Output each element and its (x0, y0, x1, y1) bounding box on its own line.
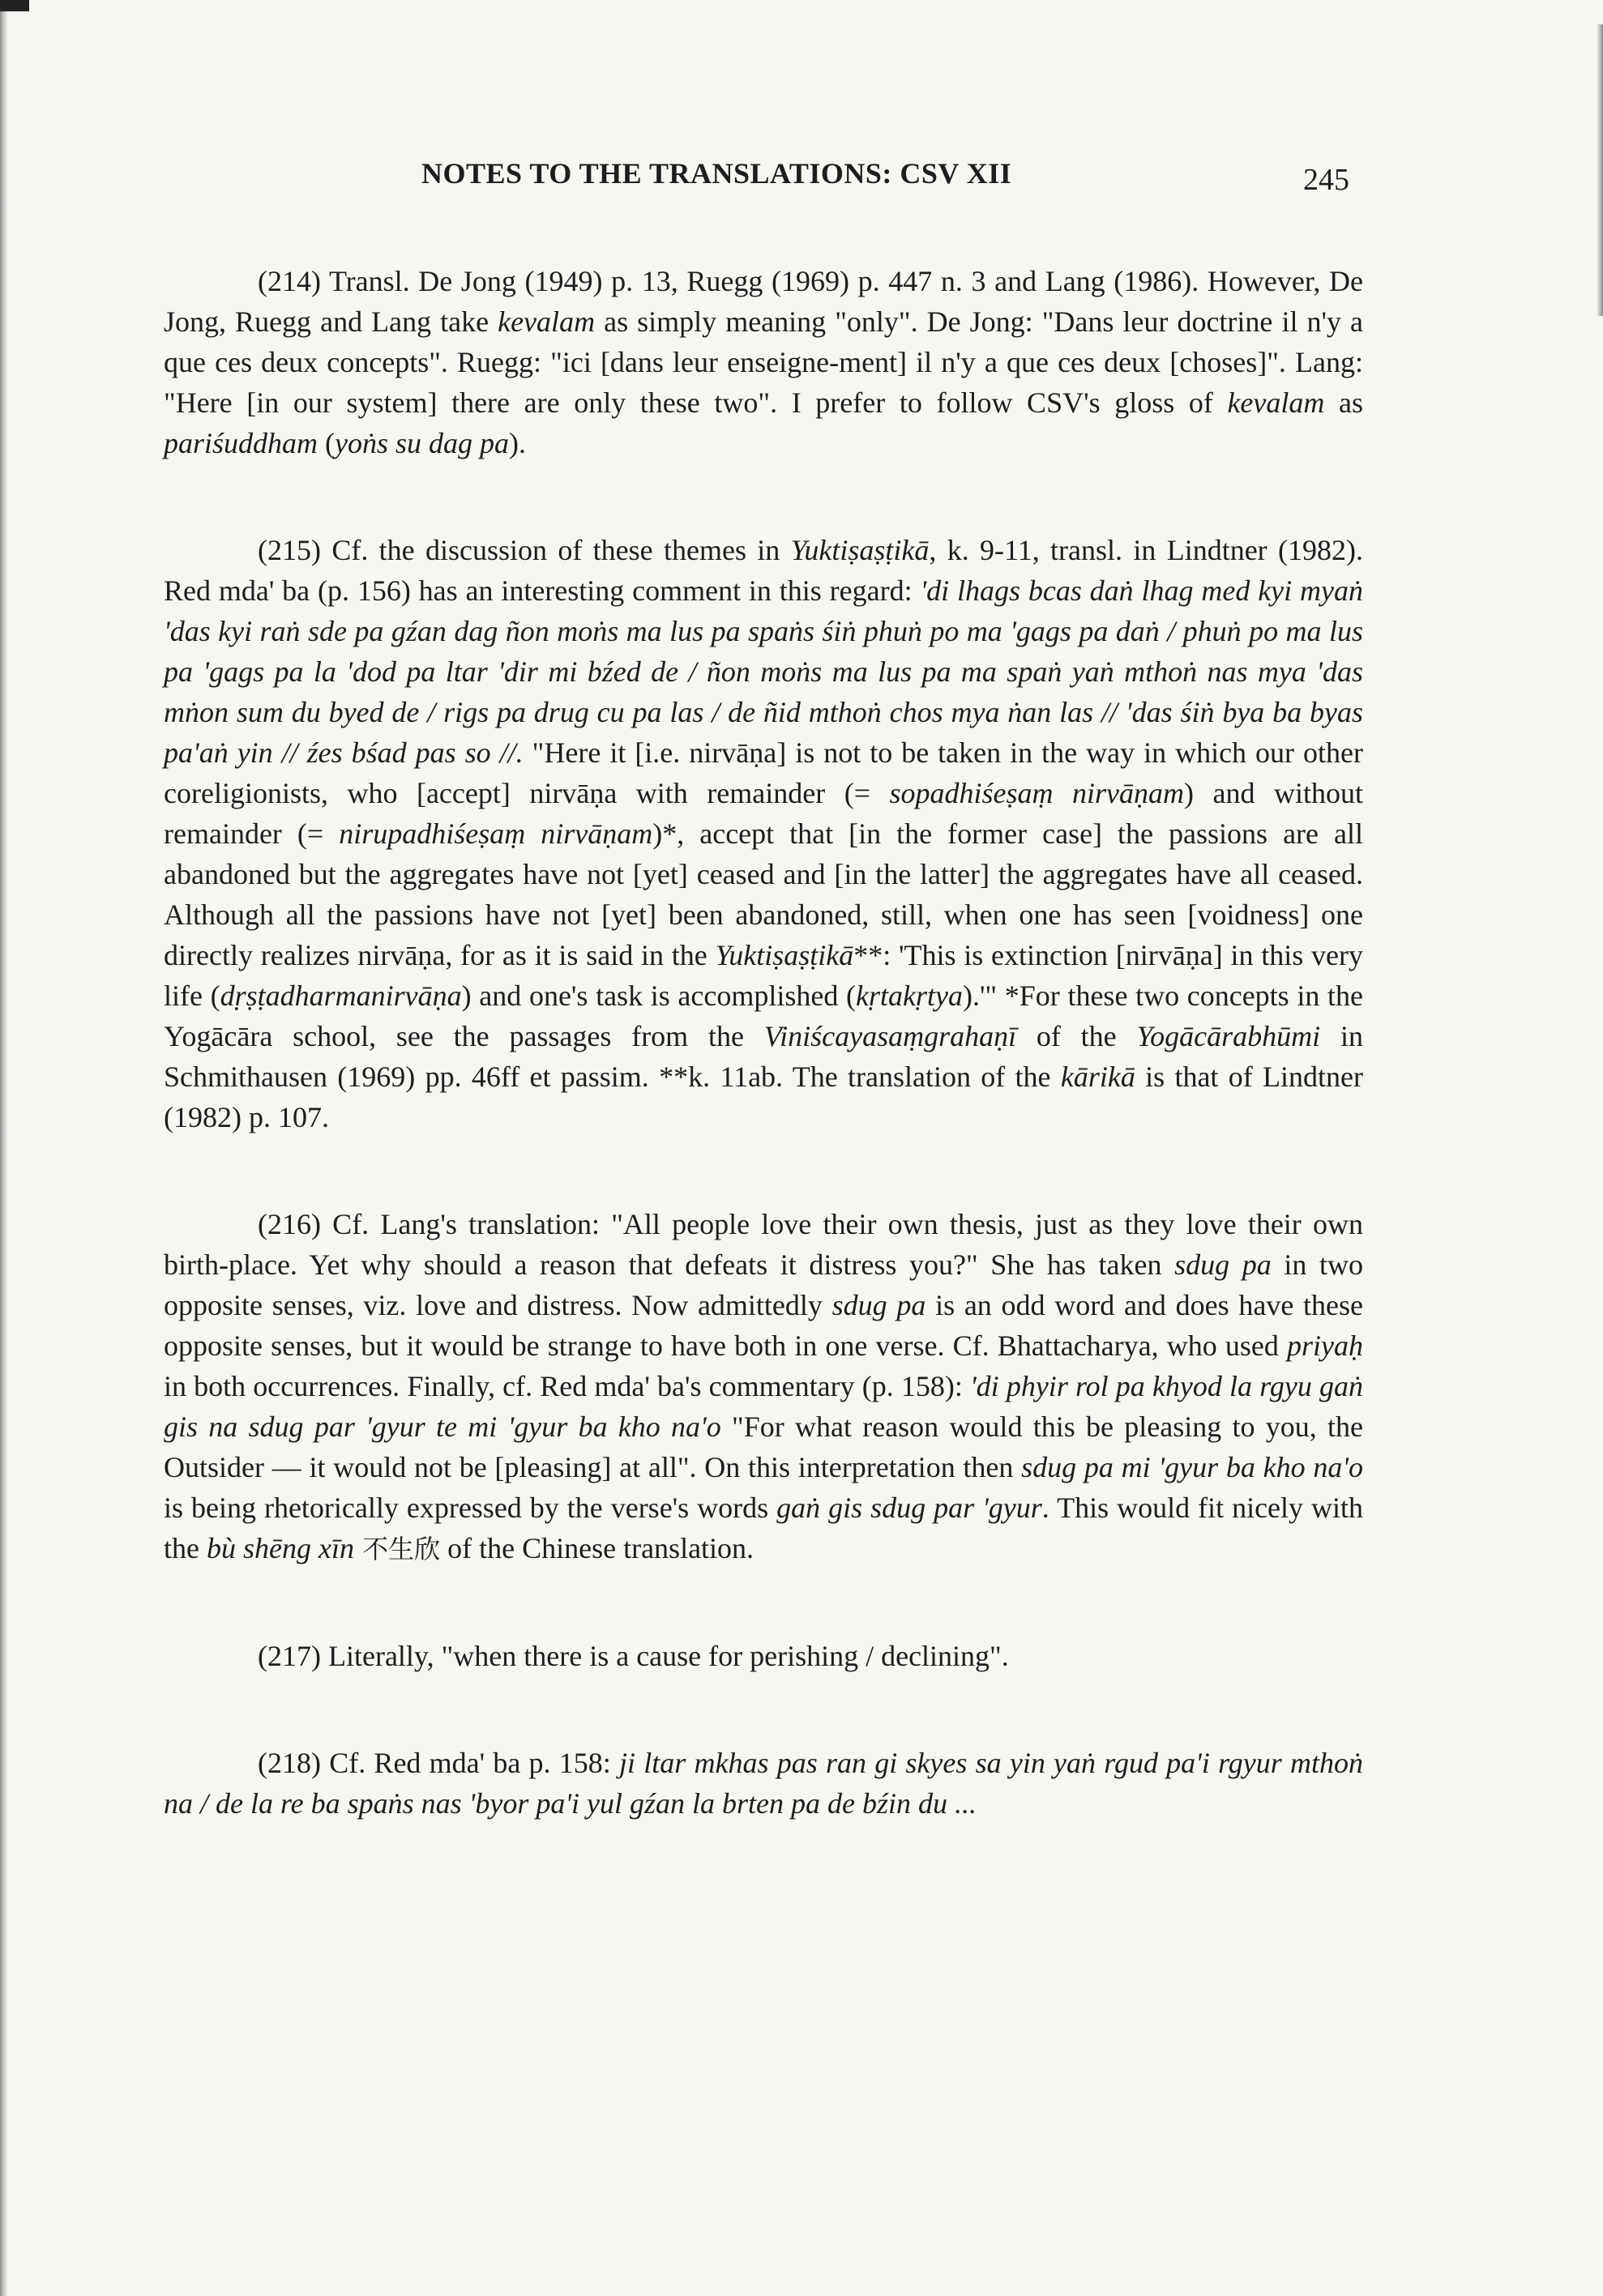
chinese-text: 不生欣 (353, 1534, 441, 1564)
note-text: **: 'This is extinction [nirvāṇa] in this very life ( (164, 939, 1363, 1012)
note-text: . This would fit nicely with the (164, 1492, 1364, 1564)
italic-term: kevalam (498, 305, 596, 338)
italic-term: kṛtakṛtya (855, 979, 963, 1012)
italic-term: kevalam (1227, 386, 1325, 419)
italic-term: sdug pa mi 'gyur ba kho na'o (1021, 1451, 1364, 1483)
note-text: is being rhetorically expressed by the verse's words (164, 1492, 777, 1524)
italic-term: sdug pa (831, 1289, 926, 1321)
note-text: ) and one's task is accomplished ( (461, 979, 856, 1012)
italic-term: Yogācārabhūmi (1136, 1020, 1321, 1052)
note-text: of the (1016, 1020, 1137, 1052)
note-text: in both occurrences. Finally, cf. Red mda' ba's commentary (p. 158): (164, 1370, 970, 1402)
page-number: 245 (1303, 163, 1349, 197)
italic-term: sopadhiśeṣaṃ nirvāṇam (889, 777, 1185, 809)
scan-shadow-right (1597, 24, 1603, 316)
note-text: ).'" *For these two concepts in the Yogācāra school, see the passages from the (164, 979, 1363, 1052)
italic-term: gaṅ gis sdug par 'gyur (776, 1492, 1042, 1524)
italic-term: 'di lhags bcas daṅ lhag med kyi myaṅ 'das kyi raṅ sde pa gźan dag ñon moṅs ma lus pa spaṅs śiṅ phuṅ po ma 'gags pa daṅ / phuṅ po ma lus pa 'gags pa la 'dod pa ltar 'dir mi bźed de / ñon moṅs ma lus pa ma spaṅ yaṅ mthoṅ nas mya 'das mṅon sum du byed de / rigs pa drug cu pa las / de ñid mthoṅ chos mya ṅan las // 'das śiṅ bya ba byas pa'aṅ yin // źes bśad pas so //. (164, 574, 1363, 769)
italic-term: priyaḥ (1287, 1329, 1363, 1362)
scan-corner-mark (0, 0, 29, 11)
note-text: ( (318, 427, 336, 459)
note-text: , k. 9-11, transl. in Lindtner (1982). Red mda' ba (p. 156) has an interesting comment in this regard: (164, 534, 1363, 607)
italic-term: dṛṣṭadharmanirvāṇa (220, 979, 462, 1012)
italic-term: kārikā (1060, 1061, 1135, 1093)
italic-term: 'di phyir rol pa khyod la rgyu gaṅ gis na sdug par 'gyur te mi 'gyur ba kho na'o (164, 1370, 1363, 1443)
italic-term: bù shēng xīn (206, 1532, 354, 1564)
italic-term: sdug pa (1174, 1248, 1272, 1281)
note-214 (164, 261, 1363, 463)
note-text: is an odd word and does have these opposite senses, but it would be strange to have both in one verse. Cf. Bhattacharya, who used (164, 1289, 1363, 1362)
running-head: NOTES TO THE TRANSLATIONS: CSV XII (421, 157, 1012, 190)
note-text: (218) Cf. Red mda' ba p. 158: (258, 1747, 620, 1779)
note-218 (164, 1743, 1363, 1824)
note-text: (217) Literally, "when there is a cause for perishing / declining". (258, 1640, 1009, 1672)
note-text: "For what reason would this be pleasing to you, the Outsider — it would not be [pleasing] at all". On this interpretation then (164, 1410, 1363, 1483)
italic-term: Viniścayasaṃgrahaṇī (763, 1020, 1017, 1052)
italic-term: pariśuddham (164, 427, 318, 459)
note-text: "Here it [i.e. nirvāṇa] is not to be taken in the way in which our other coreligionists, who [accept] nirvāṇa with remainder (= (164, 736, 1363, 809)
scan-shadow-left (0, 0, 8, 2296)
italic-term: Yuktiṣaṣṭikā (790, 534, 930, 566)
note-text: (214) Transl. De Jong (1949) p. 13, Ruegg (1969) p. 447 n. 3 and Lang (1986). However, De Jong, Ruegg and Lang take (164, 265, 1363, 338)
note-text: is that of Lindtner (1982) p. 107. (164, 1061, 1363, 1133)
note-text: (216) Cf. Lang's translation: "All people love their own thesis, just as they love their own birth-place. Yet why should a reason that defeats it distress you?" She has taken (164, 1208, 1363, 1281)
note-text: ). (509, 427, 527, 459)
italic-term: yoṅs su dag pa (335, 427, 510, 459)
italic-term: Yuktiṣaṣṭikā (715, 939, 854, 971)
notes-body (164, 261, 1363, 1890)
italic-term: ji ltar mkhas pas ran gi skyes sa yin yaṅ rgud pa'i rgyur mthoṅ na / de la re ba spaṅs nas 'byor pa'i yul gźan la brten pa de bźin du ... (164, 1747, 1363, 1820)
note-217 (164, 1636, 1363, 1676)
note-text: )*, accept that [in the former case] the passions are all abandoned but the aggregates have not [yet] ceased and [in the latter] the aggregates have all ceased. Although all the passions have not [yet] been abandoned, still, when one has seen [voidness] one directly realizes nirvāṇa, for as it is said in the (164, 817, 1364, 971)
note-text: ) and without remainder (= (164, 777, 1363, 850)
note-text: (215) Cf. the discussion of these themes in (258, 534, 791, 566)
note-text: in two opposite senses, viz. love and distress. Now admittedly (164, 1248, 1363, 1321)
note-text: as simply meaning "only". De Jong: "Dans leur doctrine il n'y a que ces deux concepts". Ruegg: "ici [dans leur enseigne-ment] il n'y a que ces deux [choses]". Lang: "Here [in our system] there are only these two". I prefer to follow CSV's gloss of (164, 305, 1363, 419)
note-text: as (1324, 386, 1363, 419)
note-text: in Schmithausen (1969) pp. 46ff et passim. **k. 11ab. The translation of the (164, 1020, 1363, 1093)
note-text: of the Chinese translation. (440, 1532, 754, 1564)
note-216 (164, 1204, 1363, 1569)
italic-term: nirupadhiśeṣaṃ nirvāṇam (339, 817, 653, 850)
note-215 (164, 530, 1363, 1137)
